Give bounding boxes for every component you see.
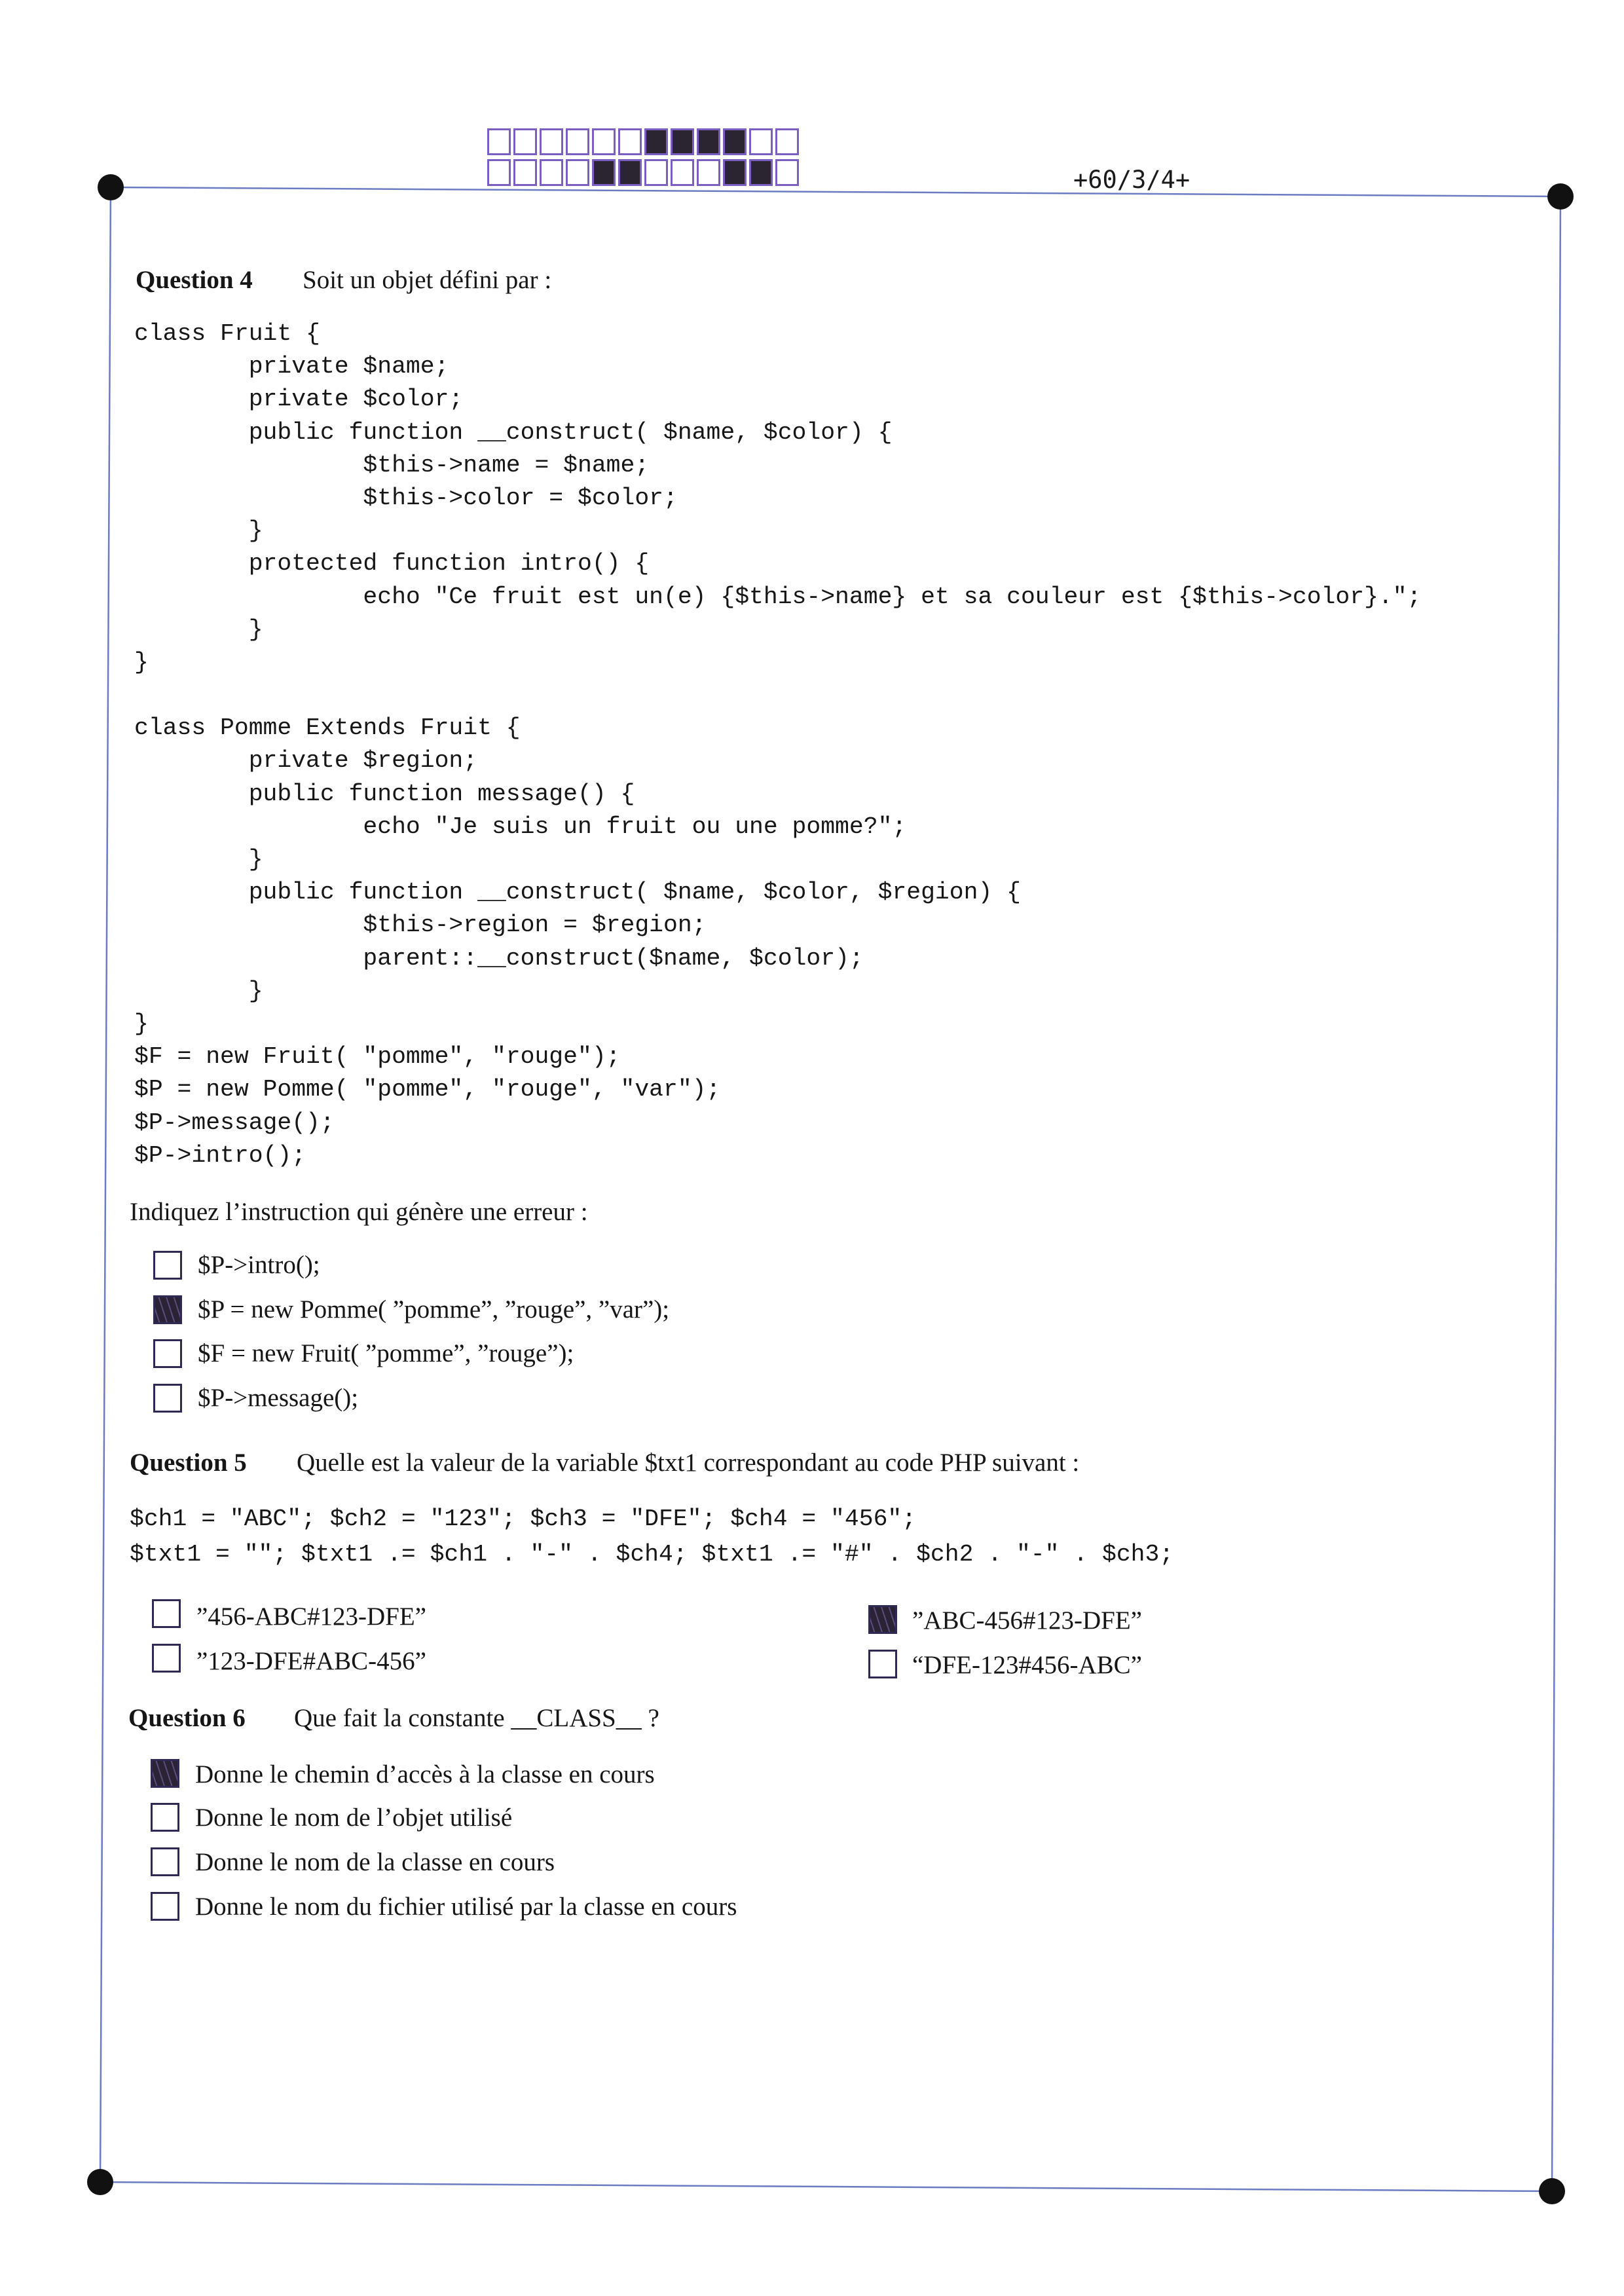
id-box-empty [644, 159, 668, 186]
code-line: } [134, 616, 263, 643]
code-line: } [134, 977, 263, 1005]
corner-mark-top-left [98, 174, 124, 200]
id-box-filled [723, 128, 747, 155]
id-box-filled [644, 128, 668, 155]
code-line: protected function intro() { [134, 550, 650, 578]
code-line: } [134, 648, 149, 676]
id-box-empty [540, 159, 563, 186]
id-box-filled [723, 159, 747, 186]
code-line: $this->region = $region; [134, 912, 707, 939]
id-box-empty [618, 128, 642, 155]
answer-checkbox[interactable] [153, 1295, 182, 1324]
code-line: } [134, 1010, 149, 1037]
corner-mark-bottom-right [1539, 2178, 1565, 2204]
code-block [130, 1502, 1173, 1572]
answer-checkbox[interactable] [151, 1892, 179, 1921]
id-box-empty [671, 159, 694, 186]
page-code: +60/3/4+ [1073, 166, 1190, 194]
question-prompt: Soit un objet défini par : [303, 266, 552, 294]
code-line: $F = new Fruit( "pomme", "rouge"); [134, 1043, 621, 1071]
id-box-filled [697, 128, 720, 155]
code-line: $ch1 = "ABC"; $ch2 = "123"; $ch3 = "DFE"; $ch4 = "456"; [130, 1506, 917, 1532]
id-box-filled [749, 159, 773, 186]
answer-checkbox[interactable] [868, 1605, 897, 1634]
answer-label: Donne le nom de la classe en cours [195, 1848, 555, 1876]
answer-checkbox[interactable] [153, 1339, 182, 1368]
code-line: } [134, 517, 263, 545]
frame-right-line [1552, 196, 1560, 2191]
corner-mark-top-right [1547, 183, 1574, 210]
corner-mark-bottom-left [87, 2169, 113, 2195]
code-line: class Pomme Extends Fruit { [134, 714, 521, 742]
answer-label: Donne le chemin d’accès à la classe en cours [195, 1760, 655, 1788]
answer-checkbox[interactable] [151, 1803, 179, 1832]
answer-label: $P->message(); [198, 1384, 359, 1412]
frame-top-line [111, 187, 1560, 196]
frame-bottom-line [100, 2182, 1552, 2191]
code-line: public function __construct( $name, $color) { [134, 418, 893, 446]
answer-checkbox[interactable] [868, 1650, 897, 1678]
id-box-filled [671, 128, 694, 155]
answer-label: ”123-DFE#ABC-456” [196, 1647, 426, 1675]
code-line: parent::__construct($name, $color); [134, 944, 864, 972]
code-line: $P->message(); [134, 1109, 335, 1136]
id-box-filled [592, 159, 616, 186]
answer-label: ”ABC-456#123-DFE” [912, 1606, 1142, 1635]
code-line: public function __construct( $name, $color, $region) { [134, 879, 1021, 906]
code-block [134, 318, 1421, 1172]
code-line: private $color; [134, 386, 464, 413]
answer-label: “DFE-123#456-ABC” [912, 1651, 1142, 1679]
code-line: $this->color = $color; [134, 484, 678, 511]
code-line: $this->name = $name; [134, 451, 650, 479]
answer-label: ”456-ABC#123-DFE” [196, 1602, 426, 1631]
code-line: } [134, 846, 263, 873]
question-instruction: Indiquez l’instruction qui génère une erreur : [130, 1198, 588, 1226]
id-box-empty [566, 128, 589, 155]
id-box-filled [618, 159, 642, 186]
code-line: private $region; [134, 747, 478, 775]
answer-label: Donne le nom du fichier utilisé par la classe en cours [195, 1893, 737, 1921]
id-code-row-2 [487, 159, 799, 186]
question-label: Question 4 [136, 266, 253, 294]
answer-label: $P = new Pomme( ”pomme”, ”rouge”, ”var”); [198, 1295, 670, 1324]
frame-left-line [100, 187, 111, 2182]
id-box-empty [487, 159, 511, 186]
question-label: Question 6 [128, 1704, 246, 1732]
code-line: $P->intro(); [134, 1141, 306, 1169]
code-line: class Fruit { [134, 320, 320, 347]
answer-label: $F = new Fruit( ”pomme”, ”rouge”); [198, 1339, 574, 1367]
id-box-empty [513, 128, 537, 155]
id-box-empty [749, 128, 773, 155]
answer-label: Donne le nom de l’objet utilisé [195, 1804, 513, 1832]
id-box-empty [566, 159, 589, 186]
id-code-row-1 [487, 128, 799, 155]
code-line: private $name; [134, 353, 449, 380]
id-box-empty [775, 159, 799, 186]
answer-checkbox[interactable] [153, 1384, 182, 1413]
code-line: $P = new Pomme( "pomme", "rouge", "var"); [134, 1076, 721, 1103]
id-box-empty [592, 128, 616, 155]
answer-checkbox[interactable] [151, 1759, 179, 1788]
id-box-empty [697, 159, 720, 186]
code-line: $txt1 = ""; $txt1 .= $ch1 . "-" . $ch4; $txt1 .= "#" . $ch2 . "-" . $ch3; [130, 1541, 1174, 1568]
code-line: echo "Je suis un fruit ou une pomme?"; [134, 813, 907, 840]
question-prompt: Quelle est la valeur de la variable $txt1 correspondant au code PHP suivant : [297, 1449, 1080, 1477]
answer-checkbox[interactable] [152, 1644, 181, 1673]
answer-label: $P->intro(); [198, 1251, 320, 1279]
id-box-empty [487, 128, 511, 155]
id-box-empty [775, 128, 799, 155]
id-box-empty [513, 159, 537, 186]
answer-checkbox[interactable] [152, 1599, 181, 1628]
question-label: Question 5 [130, 1449, 247, 1477]
code-line: public function message() { [134, 780, 635, 807]
answer-checkbox[interactable] [151, 1847, 179, 1876]
code-line [134, 679, 1421, 712]
question-prompt: Que fait la constante __CLASS__ ? [294, 1704, 659, 1732]
code-line: echo "Ce fruit est un(e) {$this->name} et sa couleur est {$this->color}."; [134, 583, 1422, 610]
answer-checkbox[interactable] [153, 1251, 182, 1280]
id-box-empty [540, 128, 563, 155]
id-code-boxes [487, 128, 799, 190]
